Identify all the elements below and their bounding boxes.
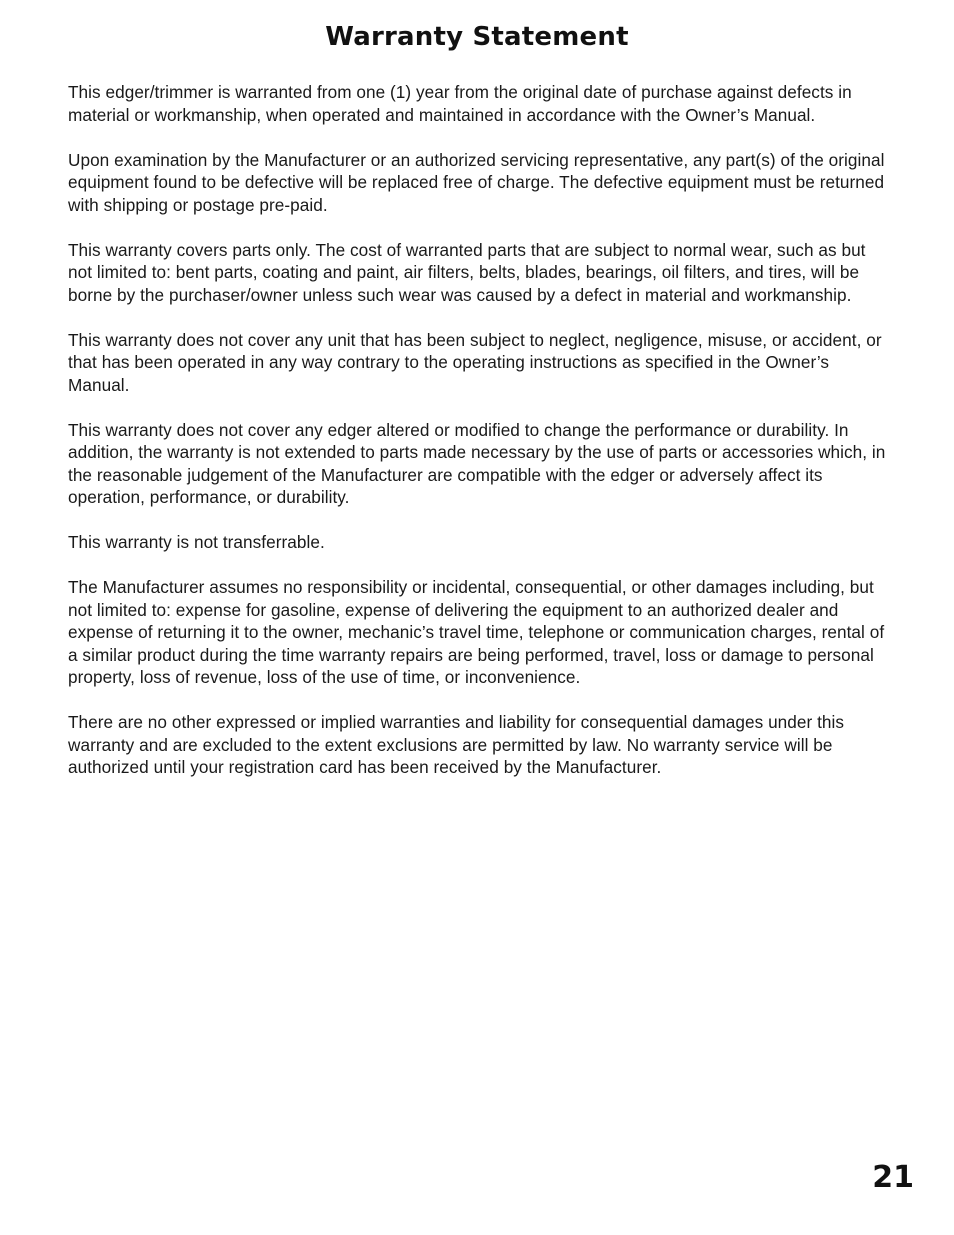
paragraph-transferability: This warranty is not transferrable. (68, 532, 325, 552)
paragraph-replacement: Upon examination by the Manufacturer or an authorized servicing representative, any part(s) of the original equipment found to be defective will be replaced free of charge. The defective equipment must be returned with shipping or postage pre-paid. (68, 149, 885, 215)
paragraph-parts-coverage: This warranty covers parts only. The cost of warranted parts that are subject to normal wear, such as but not limited to: bent parts, coating and paint, air filters, belts, blades, bearings, oil filters, and tires, will be borne by the purchaser/owner unless such wear was caused by a defect in material and workmanship. (68, 239, 866, 305)
page-title: Warranty Statement (325, 22, 629, 52)
paragraph-liability: The Manufacturer assumes no responsibility or incidental, consequential, or other damages including, but not limited to: expense for gasoline, expense of delivering the equipment to an authorized dealer and expense of returning it to the owner, mechanic’s travel time, telephone or communication charges, rental of a similar product during the time warranty repairs are being performed, travel, loss or damage to personal property, loss of revenue, loss of the use of time, or inconvenience. (68, 577, 885, 687)
paragraph-warranty-period: This edger/trimmer is warranted from one (1) year from the original date of purchase against defects in material or workmanship, when operated and maintained in accordance with the Owner’s Manual. (68, 82, 852, 125)
warranty-body (68, 81, 894, 801)
page-number: 21 (872, 1160, 914, 1195)
paragraph-no-other-warranties: There are no other expressed or implied warranties and liability for consequential damages under this warranty and are excluded to the extent exclusions are permitted by law. No warranty service will be authorized until your registration card has been received by the Manufacturer. (68, 712, 845, 777)
paragraph-neglect-exclusion: This warranty does not cover any unit that has been subject to neglect, negligence, misuse, or accident, or that has been operated in any way contrary to the operating instructions as specified in the Owner’s Manual. (68, 329, 882, 395)
paragraph-modification-exclusion: This warranty does not cover any edger altered or modified to change the performance or durability. In addition, the warranty is not extended to parts made necessary by the use of parts or accessories which, in the reasonable judgement of the Manufacturer are compatible with the edger or adversely affect its operation, performance, or durability. (68, 419, 886, 507)
